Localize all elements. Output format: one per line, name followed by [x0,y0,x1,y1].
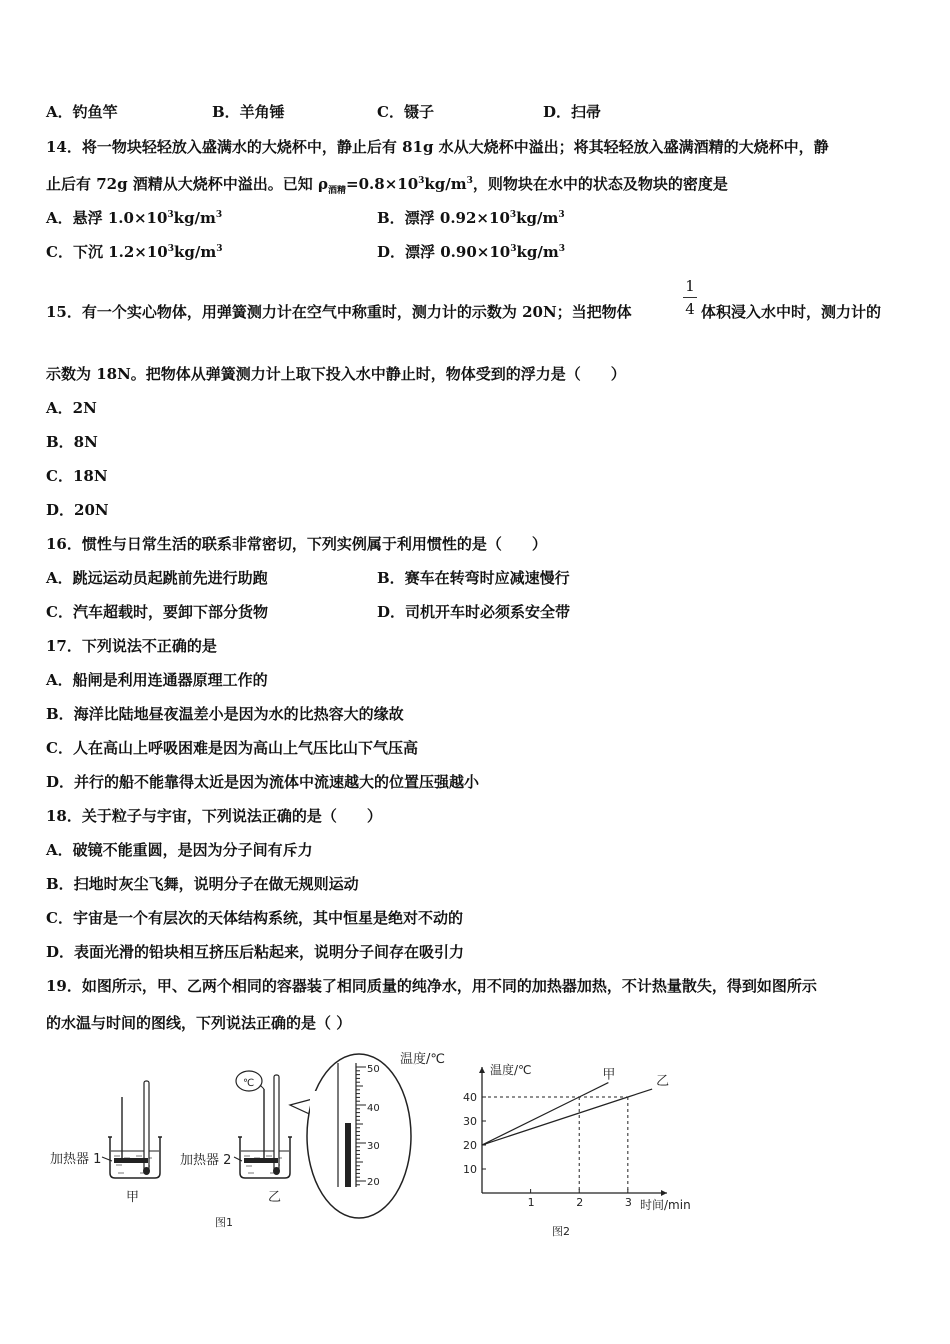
q16-option-c[interactable]: C．汽车超载时，要卸下部分货物 [46,603,268,621]
q18-option-a[interactable]: A．破镜不能重圆，是因为分子间有斥力 [46,841,313,859]
q14-c-text: C．下沉 1.2×10 [46,243,168,261]
q15-option-d[interactable]: D．20N [46,501,109,519]
q14-d-exp: 3 [510,244,517,254]
heater-1-label: 加热器 1 [50,1152,102,1167]
series-label-jia: 甲 [602,1067,616,1083]
figure-1-beakers [40,1045,460,1240]
q17-option-c[interactable]: C．人在高山上呼吸困难是因为高山上气压比山下气压高 [46,739,418,757]
celsius-bubble-text: ℃ [243,1078,255,1089]
q14-option-b[interactable] [377,208,565,228]
magnified-scale [290,1054,411,1218]
q15-frac-bar [683,297,697,298]
q14-d-exp2: 3 [558,244,565,254]
figure-2-caption: 图2 [552,1225,570,1238]
q14-d-unit: kg/m [516,243,559,261]
scale-tick-40: 40 [367,1103,380,1114]
q14-exp-2: 3 [466,176,473,186]
q13-option-a[interactable]: A．钓鱼竿 [46,103,118,121]
y-axis-label: 温度/℃ [490,1063,532,1077]
beaker-jia-label: 甲 [126,1190,140,1205]
series-label-yi: 乙 [656,1074,670,1090]
q14-option-c[interactable] [46,242,222,262]
q14-option-d[interactable] [377,242,565,262]
q13-option-b[interactable]: B．羊角锤 [212,103,285,121]
scale-title: 温度/℃ [400,1052,445,1067]
q17-option-d[interactable]: D．并行的船不能靠得太近是因为流体中流速越大的位置压强越小 [46,773,480,791]
scale-tick-50: 50 [367,1064,380,1075]
q17-option-a[interactable]: A．船闸是利用连通器原理工作的 [46,671,268,689]
q17-stem: 17．下列说法不正确的是 [46,637,217,655]
q15-option-b[interactable]: B．8N [46,433,98,451]
q15-option-c[interactable]: C．18N [46,467,108,485]
q17-option-b[interactable]: B．海洋比陆地昼夜温差小是因为水的比热容大的缘故 [46,705,404,723]
y-tick-label: 30 [463,1115,477,1128]
q14-stem-line2 [46,174,728,194]
q14-sub-alcohol: 酒精 [328,186,347,196]
q16-option-a[interactable]: A．跳远运动员起跳前先进行助跑 [46,569,268,587]
q15-stem-line1-pre: 15．有一个实心物体，用弹簧测力计在空气中称重时，测力计的示数为 20N；当把物体 [46,303,632,321]
q19-stem-line1: 19．如图所示，甲、乙两个相同的容器装了相同质量的纯净水，用不同的加热器加热，不计热量散失，得到如图所示 [46,977,817,995]
q14-exp-1: 3 [418,176,425,186]
q14-a-text: A．悬浮 1.0×10 [46,209,168,227]
q15-frac-denominator: 4 [685,300,695,318]
q14-text-d: ，则物块在水中的状态及物块的密度是 [472,175,728,193]
scale-tick-20: 20 [367,1177,380,1188]
y-tick-label: 40 [463,1091,477,1104]
q14-b-unit: kg/m [516,209,559,227]
beaker-yi-label: 乙 [268,1190,282,1205]
y-tick-label: 20 [463,1139,477,1152]
q14-text-c: kg/m [424,175,467,193]
heater-2-label: 加热器 2 [180,1153,232,1168]
q18-option-c[interactable]: C．宇宙是一个有层次的天体结构系统，其中恒星是绝对不动的 [46,909,463,927]
y-axis-arrow [479,1067,485,1073]
q14-d-text: D．漂浮 0.90×10 [377,243,511,261]
q14-stem-line1: 14．将一物块轻轻放入盛满水的大烧杯中，静止后有 81g 水从大烧杯中溢出；将其轻轻放入盛满酒精的大烧杯中，静 [46,138,829,156]
q14-option-a[interactable] [46,208,222,228]
q18-option-b[interactable]: B．扫地时灰尘飞舞，说明分子在做无规则运动 [46,875,359,893]
q13-option-d[interactable]: D．扫帚 [543,103,602,121]
x-axis-label: 时间/min [640,1198,691,1212]
q16-stem: 16．惯性与日常生活的联系非常密切，下列实例属于利用惯性的是（ ） [46,535,547,553]
q16-option-d[interactable]: D．司机开车时必须系安全带 [377,603,571,621]
q15-stem-line2: 示数为 18N。把物体从弹簧测力计上取下投入水中静止时，物体受到的浮力是（ ） [46,365,626,383]
q14-c-exp2: 3 [216,244,223,254]
q15-frac-numerator: 1 [685,277,695,295]
q14-a-unit: kg/m [173,209,216,227]
q18-option-d[interactable]: D．表面光滑的铅块相互挤压后粘起来，说明分子间存在吸引力 [46,943,465,961]
x-axis-arrow [661,1190,667,1196]
q14-b-exp2: 3 [558,210,565,220]
q19-stem-line2: 的水温与时间的图线，下列说法正确的是（ ） [46,1014,352,1032]
q14-text-a: 止后有 72g 酒精从大烧杯中溢出。已知 ρ [46,175,329,193]
q15-stem-line1-post: 体积浸入水中时，测力计的 [701,303,882,321]
q15-option-a[interactable]: A．2N [46,399,97,417]
q14-a-exp2: 3 [215,210,223,220]
x-tick-label: 3 [624,1196,632,1209]
q14-text-b: =0.8×10 [346,175,419,193]
series-line-jia [482,1083,608,1145]
scale-tick-30: 30 [367,1141,380,1152]
q18-stem: 18．关于粒子与宇宙，下列说法正确的是（ ） [46,807,382,825]
q14-b-exp: 3 [509,210,517,220]
q14-a-exp: 3 [167,210,174,220]
x-tick-label: 2 [576,1196,584,1209]
q15-fraction [683,277,697,318]
q14-c-exp: 3 [167,244,174,254]
figure-2-chart [455,1058,710,1243]
q14-b-text: B．漂浮 0.92×10 [377,209,510,227]
beaker-jia [102,1081,162,1178]
y-tick-label: 10 [463,1163,477,1176]
q13-option-c[interactable]: C．镊子 [377,103,434,121]
figure-1-caption: 图1 [215,1216,233,1229]
q16-option-b[interactable]: B．赛车在转弯时应减速慢行 [377,569,570,587]
q14-c-unit: kg/m [173,243,217,261]
x-tick-label: 1 [527,1196,535,1209]
